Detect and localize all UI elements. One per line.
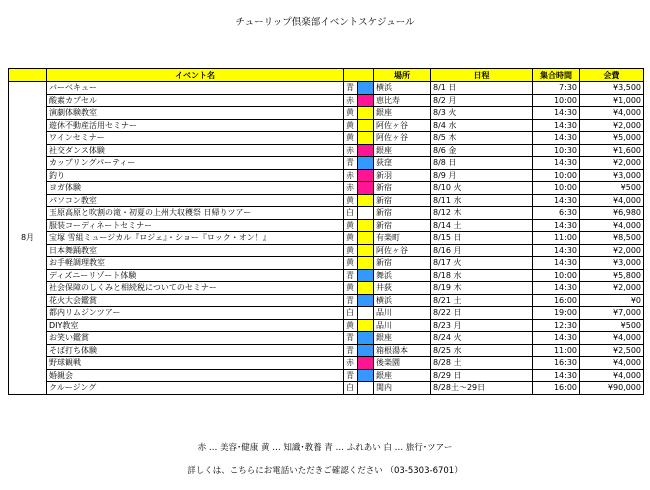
category-swatch: [358, 207, 374, 220]
category-cell: 黄: [344, 219, 358, 232]
category-cell: 青: [344, 369, 358, 382]
date-cell: 8/29 日: [431, 369, 533, 382]
table-row: [9, 107, 644, 120]
venue-cell: 新宿: [374, 194, 431, 207]
category-cell: 青: [344, 344, 358, 357]
date-cell: 8/28土〜29日: [431, 382, 533, 395]
table-row: [9, 207, 644, 220]
date-cell: 8/25 水: [431, 344, 533, 357]
category-swatch: [358, 144, 374, 157]
date-cell: 8/19 木: [431, 282, 533, 295]
category-cell: 黄: [344, 282, 358, 295]
category-cell: 黄: [344, 244, 358, 257]
fee-cell: ¥2,000: [580, 244, 644, 257]
table-row: [9, 182, 644, 195]
event-cell: パソコン教室: [47, 194, 344, 207]
date-cell: 8/2 月: [431, 94, 533, 107]
time-cell: 10:00: [533, 169, 580, 182]
category-swatch: [358, 182, 374, 195]
table-row: [9, 194, 644, 207]
venue-cell: 銀座: [374, 144, 431, 157]
fee-cell: ¥6,980: [580, 207, 644, 220]
table-row: [9, 219, 644, 232]
table-row: [9, 257, 644, 270]
category-cell: 青: [344, 332, 358, 345]
category-swatch: [358, 94, 374, 107]
time-cell: 7:30: [533, 82, 580, 95]
venue-cell: 関内: [374, 382, 431, 395]
event-cell: 都内リムジンツアー: [47, 307, 344, 320]
venue-cell: 銀座: [374, 332, 431, 345]
date-cell: 8/24 火: [431, 332, 533, 345]
category-cell: 黄: [344, 319, 358, 332]
event-cell: カップリングパーティー: [47, 157, 344, 170]
venue-cell: 新宿: [374, 257, 431, 270]
category-swatch: [358, 232, 374, 245]
table-row: [9, 232, 644, 245]
venue-cell: 銀座: [374, 107, 431, 120]
time-cell: 10:00: [533, 182, 580, 195]
fee-cell: ¥5,800: [580, 269, 644, 282]
category-cell: 黄: [344, 107, 358, 120]
category-cell: 青: [344, 157, 358, 170]
fee-cell: ¥0: [580, 294, 644, 307]
time-cell: 14:30: [533, 257, 580, 270]
table-row: [9, 94, 644, 107]
fee-cell: ¥3,000: [580, 257, 644, 270]
category-swatch: [358, 157, 374, 170]
date-cell: 8/11 水: [431, 194, 533, 207]
event-cell: 社会保障のしくみと相続税についてのセミナー: [47, 282, 344, 295]
fee-cell: ¥4,000: [580, 369, 644, 382]
fee-cell: ¥4,000: [580, 357, 644, 370]
table-row: [9, 382, 644, 395]
fee-cell: ¥4,000: [580, 219, 644, 232]
table-row: [9, 332, 644, 345]
category-swatch: [358, 369, 374, 382]
venue-cell: 恵比寿: [374, 94, 431, 107]
date-cell: 8/6 金: [431, 144, 533, 157]
table-row: [9, 82, 644, 95]
venue-cell: 阿佐ヶ谷: [374, 119, 431, 132]
event-cell: 花火大会鑑賞: [47, 294, 344, 307]
table-row: [9, 319, 644, 332]
category-cell: 青: [344, 82, 358, 95]
time-cell: 16:30: [533, 357, 580, 370]
venue-cell: 横浜: [374, 294, 431, 307]
category-swatch: [358, 119, 374, 132]
category-swatch: [358, 319, 374, 332]
venue-cell: 舞浜: [374, 269, 431, 282]
date-cell: 8/21 土: [431, 294, 533, 307]
event-cell: 日本舞踊教室: [47, 244, 344, 257]
time-cell: 14:30: [533, 369, 580, 382]
date-cell: 8/15 日: [431, 232, 533, 245]
header-category-cell: [344, 69, 374, 82]
category-swatch: [358, 332, 374, 345]
table-header-row: [9, 69, 644, 82]
table-row: [9, 169, 644, 182]
category-cell: 黄: [344, 132, 358, 145]
category-swatch: [358, 344, 374, 357]
time-cell: 14:30: [533, 219, 580, 232]
contact-info: 詳しくは、こちらにお電話いただきご確認ください （03-5303-6701）: [187, 466, 463, 476]
venue-cell: 新宿: [374, 182, 431, 195]
event-cell: 演劇体験教室: [47, 107, 344, 120]
venue-cell: 阿佐ヶ谷: [374, 132, 431, 145]
time-cell: 14:30: [533, 244, 580, 257]
event-cell: そば打ち体験: [47, 344, 344, 357]
table-row: [9, 269, 644, 282]
table-row: [9, 244, 644, 257]
fee-cell: ¥5,000: [580, 132, 644, 145]
venue-cell: 阿佐ヶ谷: [374, 244, 431, 257]
time-cell: 10:30: [533, 144, 580, 157]
category-swatch: [358, 307, 374, 320]
category-cell: 白: [344, 307, 358, 320]
fee-cell: ¥4,000: [580, 194, 644, 207]
header-date: 日程: [431, 69, 533, 82]
fee-cell: ¥8,500: [580, 232, 644, 245]
time-cell: 19:00: [533, 307, 580, 320]
venue-cell: 新羽: [374, 169, 431, 182]
date-cell: 8/18 水: [431, 269, 533, 282]
category-cell: 黄: [344, 257, 358, 270]
page-title: チューリップ倶楽部イベントスケジュール: [235, 17, 415, 28]
fee-cell: ¥90,000: [580, 382, 644, 395]
event-cell: DIY教室: [47, 319, 344, 332]
category-swatch: [358, 382, 374, 395]
time-cell: 14:30: [533, 157, 580, 170]
category-cell: 赤: [344, 94, 358, 107]
fee-cell: ¥4,000: [580, 332, 644, 345]
fee-cell: ¥7,000: [580, 307, 644, 320]
category-swatch: [358, 132, 374, 145]
schedule-table: [8, 68, 644, 395]
time-cell: 14:30: [533, 119, 580, 132]
category-swatch: [358, 169, 374, 182]
date-cell: 8/5 木: [431, 132, 533, 145]
category-swatch: [358, 269, 374, 282]
table-row: [9, 369, 644, 382]
date-cell: 8/16 月: [431, 244, 533, 257]
time-cell: 14:30: [533, 332, 580, 345]
date-cell: 8/14 土: [431, 219, 533, 232]
table-row: [9, 357, 644, 370]
date-cell: 8/23 月: [431, 319, 533, 332]
category-cell: 白: [344, 382, 358, 395]
category-swatch: [358, 294, 374, 307]
month-cell: 8月: [9, 82, 47, 395]
time-cell: 16:00: [533, 382, 580, 395]
table-row: [9, 344, 644, 357]
fee-cell: ¥3,500: [580, 82, 644, 95]
category-swatch: [358, 219, 374, 232]
fee-cell: ¥1,000: [580, 94, 644, 107]
date-cell: 8/9 月: [431, 169, 533, 182]
category-cell: 青: [344, 294, 358, 307]
category-cell: 赤: [344, 144, 358, 157]
time-cell: 10:00: [533, 269, 580, 282]
date-cell: 8/4 水: [431, 119, 533, 132]
time-cell: 6:30: [533, 207, 580, 220]
category-legend: 赤 … 美容･健康 黄 … 知識･教養 青 … ふれあい 白 … 旅行･ツアー: [197, 443, 453, 453]
table-row: [9, 307, 644, 320]
table-row: [9, 144, 644, 157]
event-cell: 遊休不動産活用セミナー: [47, 119, 344, 132]
date-cell: 8/12 木: [431, 207, 533, 220]
event-cell: お手軽調理教室: [47, 257, 344, 270]
category-cell: 黄: [344, 232, 358, 245]
venue-cell: 有楽町: [374, 232, 431, 245]
venue-cell: 荻窪: [374, 157, 431, 170]
fee-cell: ¥2,000: [580, 157, 644, 170]
event-cell: バーベキュー: [47, 82, 344, 95]
table-row: [9, 157, 644, 170]
header-fee: 会費: [580, 69, 644, 82]
category-cell: 青: [344, 269, 358, 282]
fee-cell: ¥2,000: [580, 119, 644, 132]
time-cell: 14:30: [533, 132, 580, 145]
fee-cell: ¥4,000: [580, 107, 644, 120]
category-cell: 赤: [344, 182, 358, 195]
venue-cell: 品川: [374, 307, 431, 320]
venue-cell: 井荻: [374, 282, 431, 295]
event-cell: 釣り: [47, 169, 344, 182]
event-cell: 宝塚 雪組ミュージカル『ロジェ』・ショー『ロック・オン！』: [47, 232, 344, 245]
category-cell: 白: [344, 207, 358, 220]
date-cell: 8/1 日: [431, 82, 533, 95]
time-cell: 16:00: [533, 294, 580, 307]
category-swatch: [358, 107, 374, 120]
event-cell: ディズニーリゾート体験: [47, 269, 344, 282]
category-cell: 赤: [344, 169, 358, 182]
event-cell: 酸素カプセル: [47, 94, 344, 107]
category-cell: 黄: [344, 119, 358, 132]
time-cell: 10:00: [533, 94, 580, 107]
time-cell: 12:30: [533, 319, 580, 332]
event-cell: 玉原高原と吹割の滝・初夏の上州大収穫祭 日帰りツアー: [47, 207, 344, 220]
date-cell: 8/3 火: [431, 107, 533, 120]
category-swatch: [358, 357, 374, 370]
fee-cell: ¥2,000: [580, 282, 644, 295]
event-cell: ヨガ体験: [47, 182, 344, 195]
table-row: [9, 294, 644, 307]
fee-cell: ¥3,000: [580, 169, 644, 182]
category-swatch: [358, 257, 374, 270]
fee-cell: ¥500: [580, 182, 644, 195]
category-swatch: [358, 244, 374, 257]
table-row: [9, 282, 644, 295]
fee-cell: ¥500: [580, 319, 644, 332]
header-month-cell: [9, 69, 47, 82]
date-cell: 8/28 土: [431, 357, 533, 370]
table-row: [9, 119, 644, 132]
event-cell: ワインセミナー: [47, 132, 344, 145]
venue-cell: 銀座: [374, 369, 431, 382]
date-cell: 8/10 火: [431, 182, 533, 195]
time-cell: 14:30: [533, 194, 580, 207]
header-time: 集合時間: [533, 69, 580, 82]
event-cell: お笑い鑑賞: [47, 332, 344, 345]
category-cell: 黄: [344, 194, 358, 207]
event-cell: クルージング: [47, 382, 344, 395]
header-event: イベント名: [47, 69, 344, 82]
category-swatch: [358, 82, 374, 95]
event-cell: 野球観戦: [47, 357, 344, 370]
header-venue: 場所: [374, 69, 431, 82]
venue-cell: 新宿: [374, 219, 431, 232]
fee-cell: ¥1,600: [580, 144, 644, 157]
table-row: [9, 132, 644, 145]
event-cell: 服装コーディネートセミナー: [47, 219, 344, 232]
event-cell: 社交ダンス体験: [47, 144, 344, 157]
date-cell: 8/8 日: [431, 157, 533, 170]
venue-cell: 横浜: [374, 82, 431, 95]
time-cell: 14:30: [533, 107, 580, 120]
venue-cell: 品川: [374, 319, 431, 332]
date-cell: 8/22 日: [431, 307, 533, 320]
event-cell: 婚親会: [47, 369, 344, 382]
time-cell: 11:00: [533, 344, 580, 357]
category-cell: 赤: [344, 357, 358, 370]
category-swatch: [358, 194, 374, 207]
venue-cell: 後楽園: [374, 357, 431, 370]
date-cell: 8/17 火: [431, 257, 533, 270]
time-cell: 14:30: [533, 282, 580, 295]
category-swatch: [358, 282, 374, 295]
fee-cell: ¥2,500: [580, 344, 644, 357]
venue-cell: 箱根湯本: [374, 344, 431, 357]
venue-cell: 新宿: [374, 207, 431, 220]
time-cell: 11:00: [533, 232, 580, 245]
